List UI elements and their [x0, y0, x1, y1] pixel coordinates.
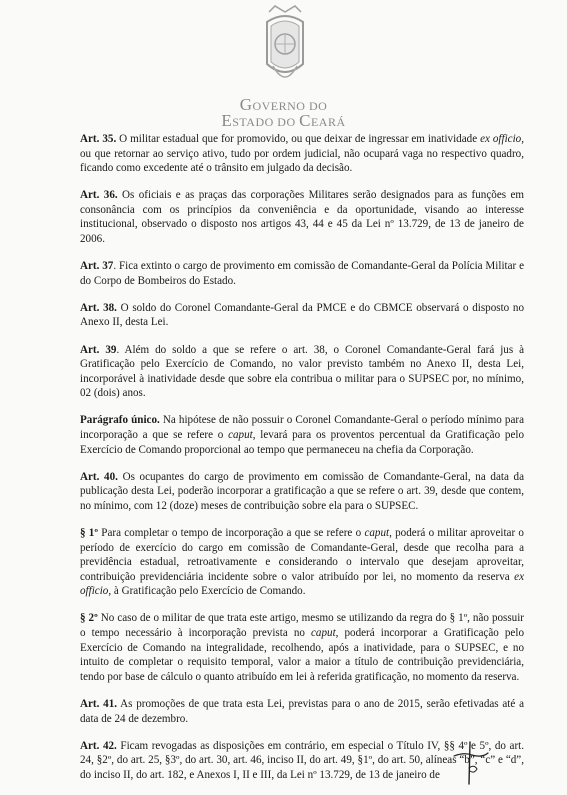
header-cap-g: G: [239, 95, 253, 114]
article-label: Art. 37: [80, 260, 114, 273]
article-36: [80, 188, 524, 246]
article-text: Os ocupantes do cargo de provimento em comissão de Comandante-Geral, na data da publicação desta Lei, poderão incorporar a gratificação a que se refere o art. 39, desde que contem, no mínimo, com 12 (doze) meses de contribuição sobre ela para o SUPSEC.: [80, 470, 525, 512]
article-40: [80, 470, 524, 514]
article-text-italic: ex officio: [480, 133, 522, 145]
article-text-italic: caput: [364, 526, 390, 539]
article-label: Art. 41.: [80, 697, 118, 710]
article-text: , ou que retornar ao serviço ativo, tudo por ordem judicial, não ocupará vaga no respectivo quadro, ficando como excedente até o trânsito em julgado da decisão.: [80, 133, 525, 175]
article-label: Art. 36.: [80, 189, 118, 202]
article-text: , poderá incorporar a Gratificação pelo Exercício de Comando na integralidade, recolhendo, após a inatividade, para o SUPSEC, e no intuito de completar o requisito temporal, valor a maior a título de contribuição previdenciária, tendo por base de cálculo o quanto atribuído em lei à referida gratificação, no momento da reserva.: [80, 627, 524, 683]
document-body: [80, 132, 524, 795]
header-small-ceara: EARÁ: [310, 115, 346, 129]
article-text: Os oficiais e as praças das corporações Militares serão designados para as funções em consonância com os princípios da conveniência e da oportunidade, visando ao interesse institucional, observado o disposto nos artigos 43, 44 e 45 da Lei nº 13.729, de 13 de janeiro de 2006.: [80, 189, 524, 246]
header-small-estado: STADO DO: [232, 115, 300, 129]
article-text: . Além do soldo a que se refere o art. 38, o Coronel Comandante-Geral fará jus à Gratificação pelo Exercício de Comando, no valor previsto também no Anexo II, desta Lei, incorporável à inatividade desde que sobre ela contribua o militar para o SUPSEC por, no mínimo, 02 (dois) anos.: [80, 343, 524, 400]
article-40-paragraph-2: [80, 611, 524, 684]
article-text: , à Gratificação pelo Exercício de Comando.: [108, 585, 306, 598]
article-37: [80, 259, 524, 288]
article-label: § 2º: [80, 612, 98, 625]
article-label: Art. 35.: [80, 133, 117, 145]
article-label: § 1º: [80, 526, 99, 539]
article-text-italic: caput: [228, 429, 253, 441]
article-text: As promoções de que trata esta Lei, previstas para o ano de 2015, serão efetivadas até a data de 24 de dezembro.: [80, 697, 524, 725]
article-label: Art. 38.: [80, 301, 117, 314]
article-text: Ficam revogadas as disposições em contrário, em especial o Título IV, §§ 4º e 5º, do art. 24, §2º, do art. 25, §3º, do art. 30, art. 46, inciso II, do art. 49, §1º, do art. 50, alíneas “b”, “c” e “d”, do inciso II, do art. 182, e Anexos I, II e III, da Lei nº 13.729, de 13 de janeiro de: [80, 739, 525, 781]
article-41: [80, 697, 524, 726]
header-small-governo: OVERNO DO: [252, 99, 328, 113]
article-label: Art. 42.: [80, 739, 117, 752]
article-label: Parágrafo único.: [80, 414, 160, 427]
state-coat-of-arms-icon: [261, 4, 309, 94]
article-text-italic: caput: [311, 627, 336, 640]
article-label: Art. 40.: [80, 470, 118, 483]
handwritten-initial-signature: [450, 738, 490, 788]
article-text: . Fica extinto o cargo de provimento em comissão de Comandante-Geral da Polícia Militar e do Corpo de Bombeiros do Estado.: [80, 260, 525, 287]
header-line-estado: [0, 111, 567, 131]
article-text-italic: ex officio: [80, 570, 524, 598]
article-40-paragraph-1: [80, 526, 524, 599]
article-38: [80, 301, 524, 330]
header-cap-e: E: [221, 111, 233, 130]
paragrafo-unico: [80, 413, 524, 457]
article-text: Para completar o tempo de incorporação a que se refere o: [98, 526, 365, 539]
article-text: No caso de o militar de que trata este artigo, mesmo se utilizando da regra do § 1º, não possuir o tempo necessário à incorporação prevista no: [80, 612, 525, 640]
article-39: [80, 343, 524, 401]
article-text: Na hipótese de não possuir o Coronel Comandante-Geral o período mínimo para incorporação a que se refere o: [80, 414, 524, 441]
header-cap-c: C: [299, 111, 311, 130]
article-text: O soldo do Coronel Comandante-Geral da PMCE e do CBMCE observará o disposto no Anexo II, desta Lei.: [80, 301, 524, 329]
article-text: , poderá o militar aproveitar o período de exercício do cargo em comissão de Comandante-Geral, desde que recolha para a previdência estadual, retroativamente e considerando o intervalo que desejam aproveitar, contribuição previdenciária incidente sobre o valor atribuído por lei, no momento da reserva: [80, 526, 524, 583]
article-35: [80, 132, 524, 176]
article-text: , levará para os proventos percentual da Gratificação pelo Exercício de Comando proporcional ao tempo que permaneceu na chefia da Corporação.: [80, 429, 524, 456]
article-label: Art. 39: [80, 343, 117, 356]
article-text: O militar estadual que for promovido, ou que deixar de ingressar em inatividade: [116, 133, 481, 145]
